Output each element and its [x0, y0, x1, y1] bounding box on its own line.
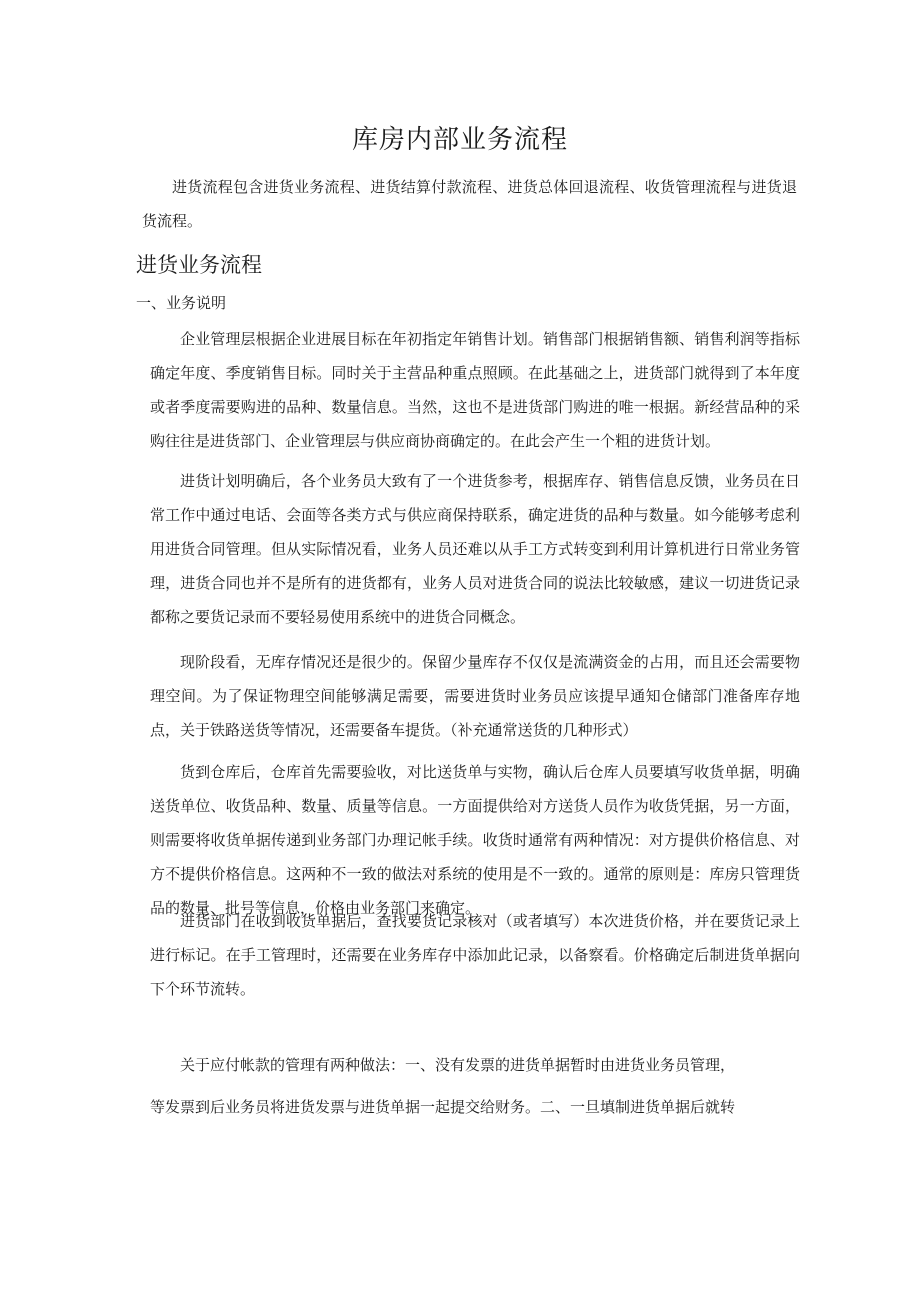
body-paragraph: 企业管理层根据企业进展目标在年初指定年销售计划。销售部门根据销售额、销售利润等指标确定年度、季度销售目标。同时关于主营品种重点照顾。在此基础之上，进货部门就得到了本年度或者季度需要购进的品种、数量信息。当然，这也不是进货部门购进的唯一根据。新经营品种的采购往往是进货部门、企业管理层与供应商协商确定的。在此会产生一个粗的进货计划。	[150, 330, 800, 450]
body-paragraph-continuation: 等发票到后业务员将进货发票与进货单据一起提交给财务。二、一旦填制进货单据后就转	[150, 1098, 736, 1116]
section-heading: 进货业务流程	[136, 253, 262, 277]
sub-heading: 一、业务说明	[136, 294, 227, 312]
intro-paragraph: 进货流程包含进货业务流程、进货结算付款流程、进货总体回退流程、收货管理流程与进货退货流程。	[142, 178, 797, 230]
body-paragraph: 进货计划明确后，各个业务员大致有了一个进货参考，根据库存、销售信息反馈，业务员在日常工作中通过电话、会面等各类方式与供应商保持联系，确定进货的品种与数量。如今能够考虑利用进货合同管理。但从实际情况看，业务人员还难以从手工方式转变到利用计算机进行日常业务管理，进货合同也并不是所有的进货都有，业务人员对进货合同的说法比较敏感，建议一切进货记录都称之要货记录而不要轻易使用系统中的进货合同概念。	[150, 472, 800, 626]
document-title: 库房内部业务流程	[351, 125, 568, 155]
body-paragraph: 货到仓库后，仓库首先需要验收，对比送货单与实物，确认后仓库人员要填写收货单据，明确送货单位、收货品种、数量、质量等信息。一方面提供给对方送货人员作为收货凭据，另一方面，则需要将收货单据传递到业务部门办理记帐手续。收货时通常有两种情况：对方提供价格信息、对方不提供价格信息。这两种不一致的做法对系统的使用是不一致的。通常的原则是：库房只管理货品的数量、批号等信息，价格由业务部门来确定。	[150, 763, 800, 917]
body-paragraph: 关于应付帐款的管理有两种做法：一、没有发票的进货单据暂时由进货业务员管理，	[180, 1056, 736, 1074]
body-paragraph: 进货部门在收到收货单据后，查找要货记录核对（或者填写）本次进货价格，并在要货记录上进行标记。在手工管理时，还需要在业务库存中添加此记录，以备察看。价格确定后制进货单据向下个环节流转。	[150, 912, 800, 998]
body-paragraph: 现阶段看，无库存情况还是很少的。保留少量库存不仅仅是流满资金的占用，而且还会需要物理空间。为了保证物理空间能够满足需要，需要进货时业务员应该提早通知仓储部门准备库存地点，关于铁路送货等情况，还需要备车提货。（补充通常送货的几种形式）	[150, 653, 800, 739]
